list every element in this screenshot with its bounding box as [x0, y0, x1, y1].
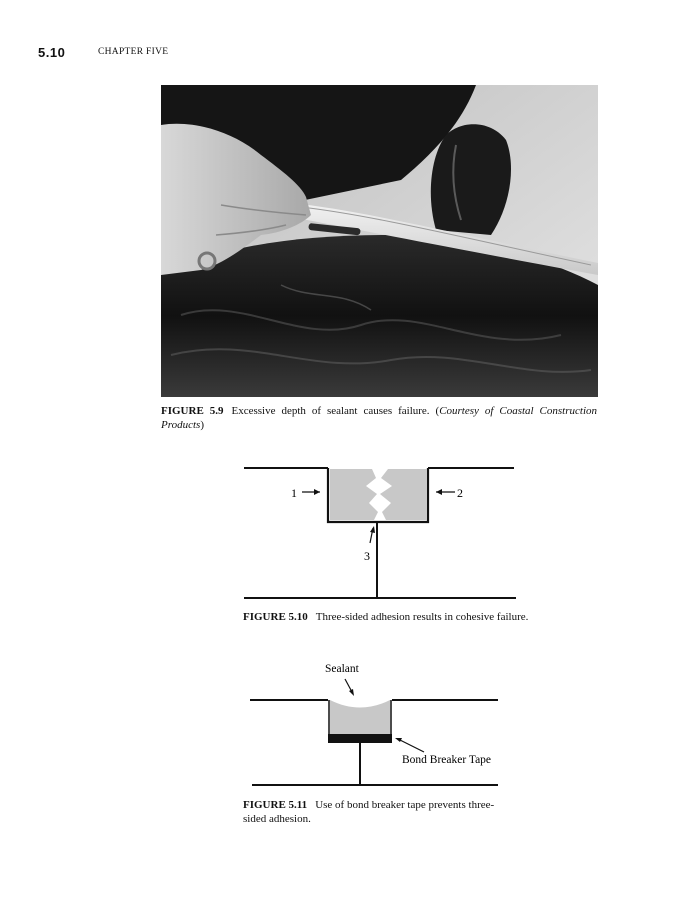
fig11-sealant-label: Sealant [325, 663, 359, 675]
figure-5-11-label: FIGURE 5.11 [243, 799, 308, 811]
figure-5-11-caption [243, 799, 503, 826]
fig11-joint [250, 700, 498, 785]
fig11-sealant [330, 700, 390, 734]
fig11-tape-arrow [395, 738, 424, 752]
fig10-callout-1: 1 [291, 486, 297, 500]
figure-5-10-caption-text: Three-sided adhesion results in cohesive failure. [315, 611, 529, 623]
fig10-callout-2: 2 [457, 486, 463, 500]
figure-5-11-caption-text: Use of bond breaker tape prevents three-sided adhesion. [243, 799, 495, 825]
figure-5-9-credit: Courtesy of Coastal Construction Products [161, 405, 598, 431]
fig11-bond-breaker-tape [328, 734, 392, 743]
fig11-tape-label: Bond Breaker Tape [402, 754, 492, 766]
fig11-sealant-arrow [345, 679, 354, 696]
chapter-title: CHAPTER FIVE [98, 47, 169, 57]
page-number: 5.10 [38, 45, 66, 60]
figure-5-9-caption-text: Excessive depth of sealant causes failure. ( [231, 405, 440, 417]
figure-5-9-label: FIGURE 5.9 [161, 405, 224, 417]
figure-5-9-caption-end: ) [200, 418, 204, 431]
fig10-callout-3: 3 [364, 549, 370, 563]
figure-5-10-label: FIGURE 5.10 [243, 611, 308, 623]
